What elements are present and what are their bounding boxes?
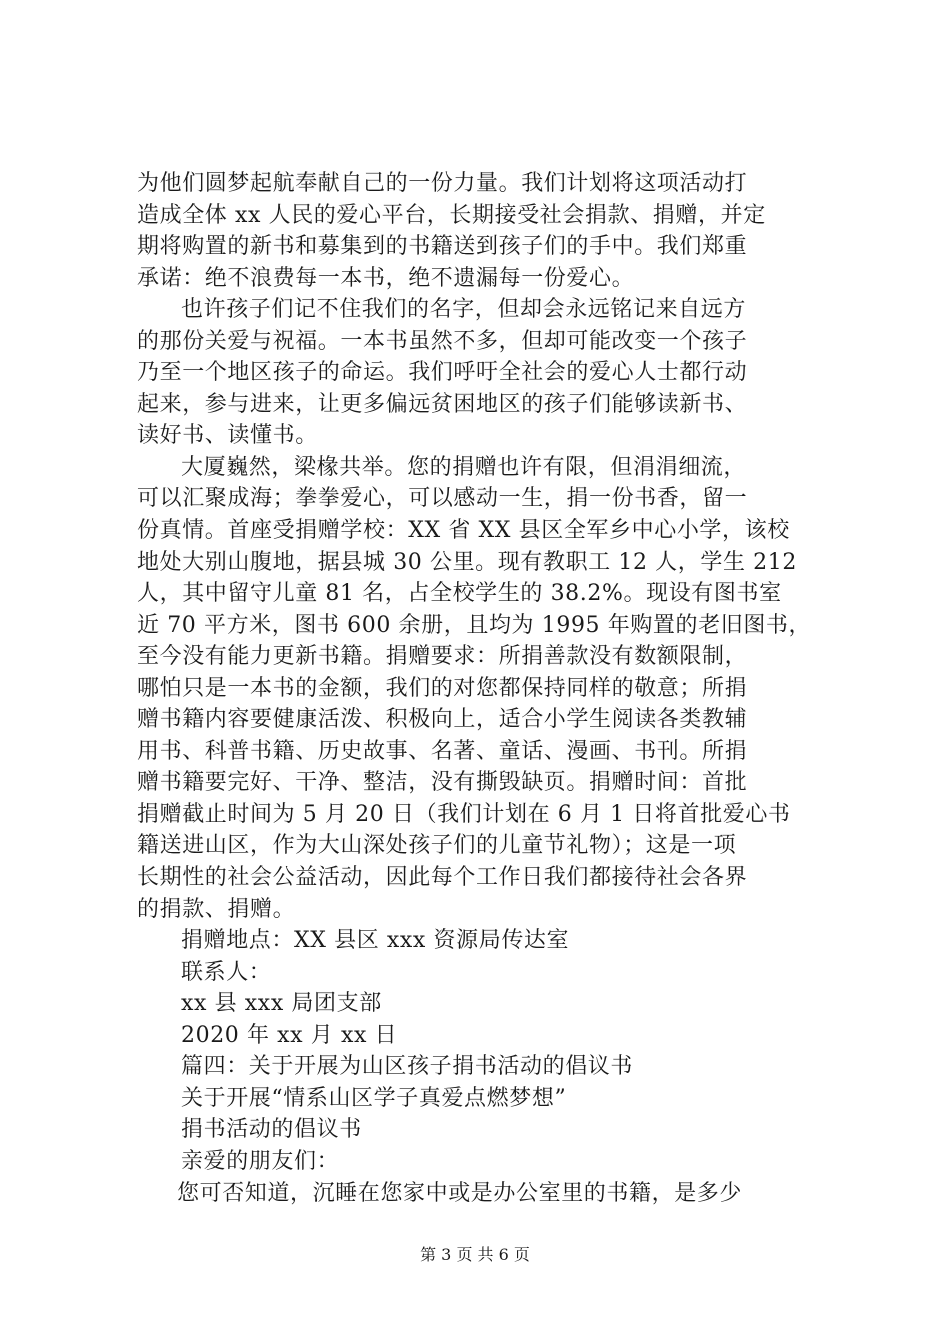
text-line: 承诺：绝不浪费每一本书，绝不遗漏每一份爱心。 [137, 265, 635, 291]
paragraph-first-line: 也许孩子们记不住我们的名字，但却会永远铭记来自远方 [181, 297, 747, 323]
text-line: 的那份关爱与祝福。一本书虽然不多，但却可能改变一个孩子 [137, 328, 748, 354]
text-line: 地处大别山腹地，据县城 30 公里。现有教职工 12 人，学生 212 [137, 549, 797, 575]
text-line: 的捐款、捐赠。 [137, 896, 296, 922]
text-line: 份真情。首座受捐赠学校：XX 省 XX 县区全军乡中心小学，该校 [137, 518, 790, 544]
text-line: 赠书籍要完好、干净、整洁，没有撕毁缺页。捐赠时间：首批 [137, 770, 748, 796]
text-line: 期将购置的新书和募集到的书籍送到孩子们的手中。我们郑重 [137, 234, 748, 260]
text-line: 用书、科普书籍、历史故事、名著、童话、漫画、书刊。所捐 [137, 738, 748, 764]
text-line: 起来，参与进来，让更多偏远贫困地区的孩子们能够读新书、 [137, 391, 748, 417]
proposal-title-line-1: 关于开展“情系山区学子真爱点燃梦想” [181, 1085, 567, 1111]
text-line: 为他们圆梦起航奉献自己的一份力量。我们计划将这项活动打 [137, 171, 748, 196]
text-line: 乃至一个地区孩子的命运。我们呼吁全社会的爱心人士都行动 [137, 360, 748, 386]
page-footer [0, 1245, 950, 1265]
text-line: 近 70 平方米，图书 600 余册，且均为 1995 年购置的老旧图书， [137, 612, 812, 638]
document-date: 2020 年 xx 月 xx 日 [181, 1022, 398, 1048]
text-line: 读好书、读懂书。 [137, 423, 318, 449]
text-line: 可以汇聚成海；拳拳爱心，可以感动一生，捐一份书香，留一 [137, 486, 748, 512]
text-line: 捐赠截止时间为 5 月 20 日（我们计划在 6 月 1 日将首批爱心书 [137, 801, 791, 827]
text-line: 籍送进山区，作为大山深处孩子们的儿童节礼物）；这是一项 [137, 833, 737, 859]
salutation: 亲爱的朋友们： [181, 1148, 340, 1174]
text-line: 赠书籍内容要健康活泼、积极向上，适合小学生阅读各类教辅 [137, 707, 748, 733]
paragraph-first-line: 大厦巍然，梁椽共举。您的捐赠也许有限，但涓涓细流， [181, 454, 747, 480]
paragraph-first-line: 您可否知道，沉睡在您家中或是办公室里的书籍，是多少 [177, 1180, 743, 1206]
proposal-title-line-2: 捐书活动的倡议书 [181, 1117, 362, 1143]
organizer-name: xx 县 xxx 局团支部 [181, 991, 382, 1017]
text-line: 造成全体 xx 人民的爱心平台，长期接受社会捐款、捐赠，并定 [137, 202, 766, 228]
document-body [137, 168, 837, 1209]
contact-person: 联系人： [181, 959, 272, 985]
text-line: 长期性的社会公益活动，因此每个工作日我们都接待社会各界 [137, 865, 748, 891]
text-line: 哪怕只是一本书的金额，我们的对您都保持同样的敬意；所捐 [137, 675, 748, 701]
section-heading: 篇四：关于开展为山区孩子捐书活动的倡议书 [181, 1054, 634, 1080]
text-line: 人，其中留守儿童 81 名，占全校学生的 38.2%。现设有图书室 [137, 581, 782, 607]
donation-location: 捐赠地点：XX 县区 xxx 资源局传达室 [181, 928, 570, 954]
page-number-label: 第 3 页 共 6 页 [420, 1245, 530, 1264]
text-line: 至今没有能力更新书籍。捐赠要求：所捐善款没有数额限制， [137, 644, 748, 670]
